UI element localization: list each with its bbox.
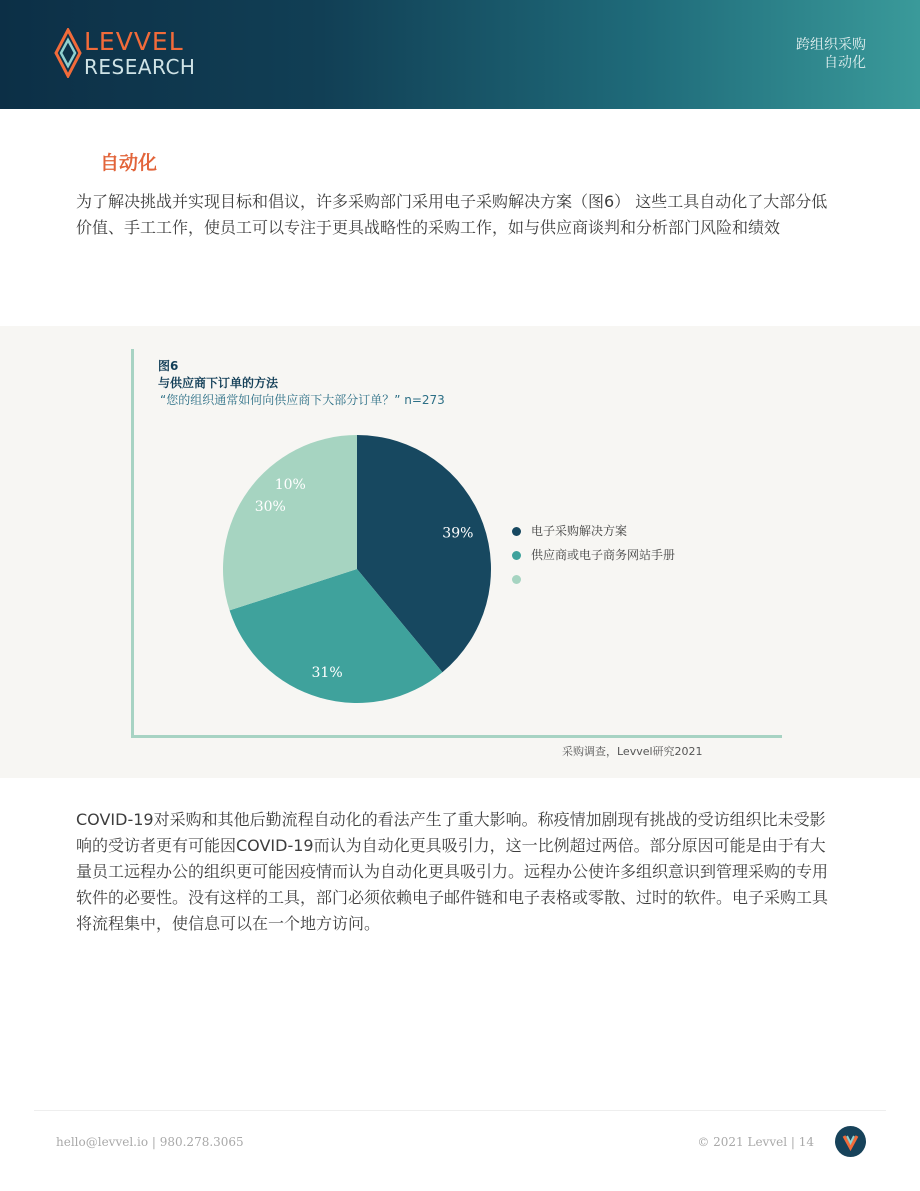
- figure-left-rule: [131, 349, 134, 737]
- chart-legend: [512, 523, 675, 595]
- pie-slice-label: 31%: [311, 664, 343, 681]
- body-paragraph: COVID-19对采购和其他后勤流程自动化的看法产生了重大影响。称疫情加剧现有挑战的受访组织比未受影响的受访者更有可能因COVID-19而认为自动化更具吸引力，这一比例超过两倍。部分原因可能是由于有大量员工远程办公的组织更可能因疫情而认为自动化更具吸引力。远程办公使许多组织意识到管理采购的专用软件的必要性。没有这样的工具，部门必须依赖电子邮件链和电子表格或零散、过时的软件。电子采购工具将流程集中，使信息可以在一个地方访问。: [76, 810, 829, 933]
- figure-bottom-rule: [131, 735, 782, 738]
- figure-number: 图6: [158, 359, 179, 373]
- figure-title: 与供应商下订单的方法: [158, 376, 279, 390]
- levvel-logo: [54, 28, 224, 84]
- footer-page-info: © 2021 Levvel | 14: [697, 1135, 814, 1149]
- pie-extra-label: 10%: [274, 476, 306, 493]
- pie-chart: [220, 432, 494, 706]
- document-title-line2: 自动化: [824, 55, 866, 71]
- footer-contact: hello@levvel.io | 980.278.3065: [56, 1135, 244, 1149]
- section-title: 自动化: [100, 152, 158, 174]
- legend-swatch: [512, 575, 521, 584]
- document-title: [796, 36, 866, 72]
- figure-source: 采购调查，Levvel研究2021: [562, 745, 703, 758]
- document-title-line1: 跨组织采购: [796, 37, 866, 53]
- legend-item: [512, 523, 675, 547]
- pie-slice-label: 30%: [254, 498, 286, 515]
- v-mark-icon: [835, 1126, 866, 1157]
- logo-wordmark: LEVVEL: [84, 27, 184, 56]
- legend-swatch: [512, 551, 521, 560]
- legend-swatch: [512, 527, 521, 536]
- page-header: [0, 0, 920, 109]
- logo-subtitle: RESEARCH: [84, 55, 196, 79]
- legend-item: [512, 547, 675, 571]
- pie-slice-label: 39%: [442, 525, 474, 542]
- intro-paragraph: 为了解决挑战并实现目标和倡议，许多采购部门采用电子采购解决方案（图6） 这些工具自动化了大部分低价值、手工工作，使员工可以专注于更具战略性的采购工作，如与供应商谈判和分析部门风险和绩效: [76, 192, 828, 237]
- legend-item: [512, 571, 675, 595]
- legend-label: 供应商或电子商务网站手册: [531, 548, 676, 562]
- levvel-badge-icon: [835, 1126, 866, 1157]
- logo-diamond-icon: [54, 28, 82, 78]
- footer-divider: [34, 1110, 886, 1111]
- legend-label: 电子采购解决方案: [531, 524, 628, 538]
- figure-question: “您的组织通常如何向供应商下大部分订单？” n=273: [160, 393, 445, 407]
